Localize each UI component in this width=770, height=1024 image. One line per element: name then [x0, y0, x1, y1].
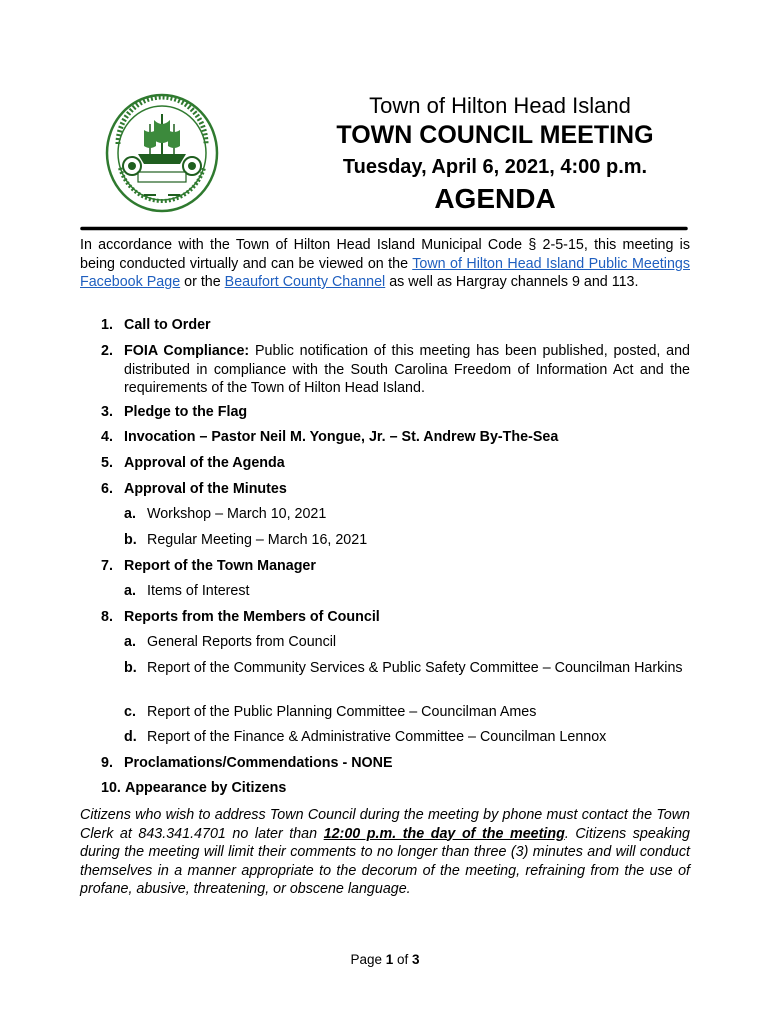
item-label: Call to Order [124, 317, 211, 333]
item-label: Report of the Town Manager [124, 558, 316, 574]
item-label: FOIA Compliance: [124, 343, 250, 359]
page-word: Page [350, 952, 386, 967]
notice-text: . Citizens speaking during the meeting will limit their comments to no longer than three (3) minutes and will conduct themselves in a manner appropriate to the decorum of the meeting, refraining from the use of profane, abusive, threatening, or obscene language. [80, 825, 691, 897]
item-label: Pledge to the Flag [124, 404, 248, 420]
sub-item-text: Report of the Public Planning Committee – Councilman Ames [147, 704, 537, 720]
item-number: 1. [101, 317, 113, 333]
header-divider [80, 218, 688, 223]
item-number: 6. [101, 481, 113, 497]
sub-item-text: Regular Meeting – March 16, 2021 [147, 532, 368, 548]
item-number: 5. [101, 455, 113, 471]
item-number: 3. [101, 404, 113, 420]
beaufort-channel-link[interactable]: Beaufort County Channel [224, 274, 386, 290]
item-text [124, 342, 690, 398]
page-total: 3 [412, 952, 420, 967]
item-number: 2. [101, 343, 113, 359]
item-label: Approval of the Agenda [124, 455, 285, 471]
item-description: Public notification of this meeting has been published, posted, and distributed in compliance with the South Carolina Freedom of Information Act and the requirements of the Town of Hilton Head Island. [124, 343, 690, 396]
meeting-date: Tuesday, April 6, 2021, 4:00 p.m. [342, 156, 648, 178]
page-number: 1 [385, 952, 394, 967]
sub-item-letter: a. [124, 634, 136, 650]
item-label: Reports from the Members of Council [124, 609, 380, 625]
town-seal-logo [104, 92, 220, 214]
item-number: 10. [101, 780, 121, 796]
intro-text: In accordance with the Town of Hilton Head Island Municipal Code § 2-5-15, this meeting is being conducted virtually and can be viewed on the [80, 237, 690, 272]
sub-item-letter: d. [124, 729, 137, 745]
sub-item-letter: c. [124, 704, 136, 720]
notice-text: Citizens who wish to address Town Council during the meeting by phone must contact the Town Clerk at 843.341.4701 no later than [80, 807, 690, 842]
agenda-heading: AGENDA [434, 183, 556, 214]
sub-item-text: General Reports from Council [147, 634, 337, 650]
meeting-title: TOWN COUNCIL MEETING [336, 121, 654, 149]
citizens-notice [80, 806, 690, 899]
item-number: 7. [101, 558, 113, 574]
item-label: Approval of the Minutes [124, 481, 287, 497]
sub-item-text: Items of Interest [147, 583, 250, 599]
page-footer [0, 952, 770, 967]
header [300, 93, 690, 216]
sub-item-letter: b. [124, 660, 137, 676]
facebook-page-link[interactable]: Town of Hilton Head Island Public Meetings Facebook Page [80, 255, 690, 290]
item-number: 9. [101, 755, 113, 771]
item-number: 4. [101, 429, 113, 445]
of-word: of [393, 952, 413, 967]
item-label: Invocation – Pastor Neil M. Yongue, Jr. – St. Andrew By-The-Sea [124, 429, 559, 445]
town-name: Town of Hilton Head Island [369, 93, 631, 118]
sub-item-letter: a. [124, 506, 136, 522]
sub-item-letter: a. [124, 583, 136, 599]
deadline-text: 12:00 p.m. the day of the meeting [323, 825, 565, 842]
item-label: Appearance by Citizens [125, 780, 287, 796]
item-number: 8. [101, 609, 113, 625]
intro-text: or the [180, 274, 225, 290]
sub-item-text: Workshop – March 10, 2021 [147, 506, 327, 522]
sub-item-letter: b. [124, 532, 137, 548]
intro-text: as well as Hargray channels 9 and 113. [385, 274, 639, 290]
sub-item-text: Report of the Community Services & Public Safety Committee – Councilman Harkins [147, 660, 683, 676]
item-label: Proclamations/Commendations - NONE [124, 755, 393, 771]
sub-item-text: Report of the Finance & Administrative Committee – Councilman Lennox [147, 729, 607, 745]
intro-paragraph [80, 236, 690, 292]
